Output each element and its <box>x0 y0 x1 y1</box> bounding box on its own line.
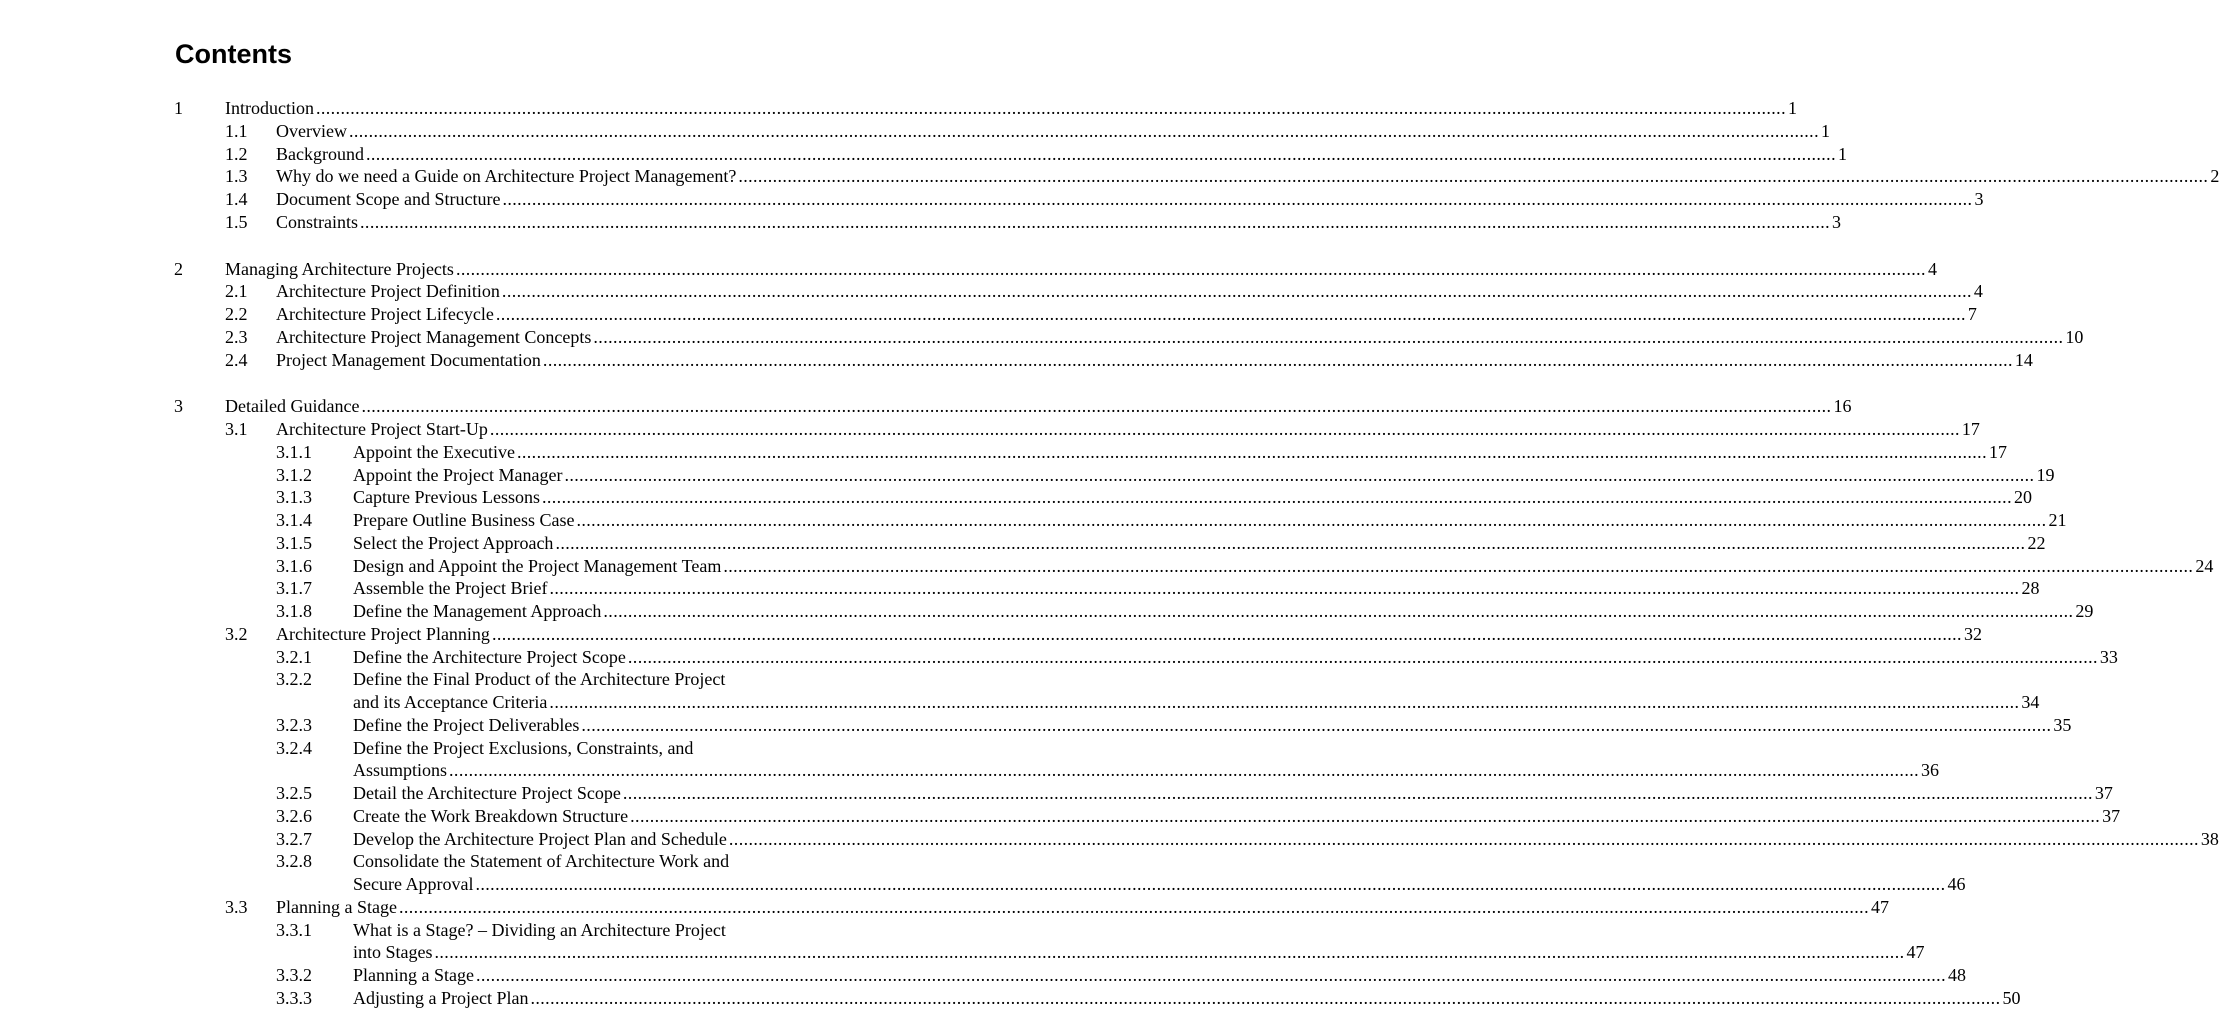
toc-entry[interactable] <box>0 555 2214 578</box>
toc-entry[interactable] <box>0 97 1797 120</box>
section-title: Overview <box>276 120 347 141</box>
entry-line <box>353 941 1925 964</box>
toc-entry[interactable] <box>0 873 1966 896</box>
section-number: 3.2 <box>225 623 248 644</box>
toc-entry[interactable] <box>0 759 1940 782</box>
page-number: 33 <box>2099 646 2118 667</box>
section-title: Background <box>276 143 364 164</box>
section-number: 3.1.5 <box>276 532 312 553</box>
section-number: 3.1 <box>225 419 248 439</box>
page-number: 47 <box>1870 896 1889 917</box>
toc-entry[interactable] <box>0 987 2021 1010</box>
toc-entry[interactable] <box>0 896 1889 919</box>
toc-entry[interactable] <box>0 623 1982 646</box>
entry-line <box>276 303 1977 326</box>
dot-leader: ............................................................................................................................................................................................................................................................................................................ <box>449 760 1920 781</box>
section-number: 3.2.3 <box>276 714 312 735</box>
section-number: 3.2.5 <box>276 783 312 803</box>
section-number: 3.1.2 <box>276 464 312 485</box>
page-number: 20 <box>2013 487 2032 508</box>
section-number: 3.1.8 <box>276 601 312 621</box>
toc-entry[interactable] <box>0 326 2084 349</box>
toc-entry[interactable] <box>0 303 1977 326</box>
entry-line <box>276 188 1984 211</box>
dot-leader: ............................................................................................................................................................................................................................................................................................................ <box>495 304 1966 324</box>
section-title: Define the Architecture Project Scope <box>353 646 626 667</box>
section-number: 1.2 <box>225 143 248 164</box>
entry-line <box>276 120 1830 143</box>
entry-line <box>353 532 2046 555</box>
section-number: 1.3 <box>225 166 248 187</box>
entry-line <box>353 600 2094 623</box>
entry-line <box>353 850 887 873</box>
section-title: Architecture Project Management Concepts <box>276 326 592 347</box>
dot-leader: ............................................................................................................................................................................................................................................................................................................ <box>361 396 1832 417</box>
section-number: 3.2.7 <box>276 828 312 849</box>
section-title: What is a Stage? – Dividing an Architecture Project <box>353 919 726 940</box>
section-number: 3.3.1 <box>276 919 312 940</box>
dot-leader: ............................................................................................................................................................................................................................................................................................................ <box>491 623 1962 644</box>
page-number: 7 <box>1967 304 1977 324</box>
section-title: Project Management Documentation <box>276 349 541 370</box>
section-number: 2.1 <box>225 281 248 302</box>
dot-leader: ............................................................................................................................................................................................................................................................................................................ <box>475 874 1946 894</box>
dot-leader: ............................................................................................................................................................................................................................................................................................................ <box>348 120 1819 141</box>
toc-entry[interactable] <box>0 646 2118 669</box>
section-number: 2 <box>174 258 183 279</box>
section-number: 1.4 <box>225 189 248 209</box>
page-number: 32 <box>1963 623 1982 644</box>
entry-line <box>276 143 1847 166</box>
page-number: 21 <box>2048 510 2067 530</box>
toc-entry[interactable] <box>0 668 1024 691</box>
section-title: Select the Project Approach <box>353 532 554 553</box>
dot-leader: ............................................................................................................................................................................................................................................................................................................ <box>564 464 2035 485</box>
toc-entry[interactable] <box>0 805 2121 828</box>
section-title: Consolidate the Statement of Architecture Work and <box>353 851 730 872</box>
toc-entry[interactable] <box>0 165 2219 188</box>
page-number: 46 <box>1947 874 1966 894</box>
page-number: 1 <box>1787 98 1797 118</box>
section-title: Introduction <box>225 98 314 118</box>
page-number: 3 <box>1832 211 1842 232</box>
section-title: Secure Approval <box>353 874 474 894</box>
section-title: Assumptions <box>353 760 448 781</box>
entry-line <box>353 919 887 942</box>
dot-leader: ............................................................................................................................................................................................................................................................................................................ <box>475 965 1946 985</box>
dot-leader: ............................................................................................................................................................................................................................................................................................................ <box>365 143 1836 164</box>
dot-leader: ............................................................................................................................................................................................................................................................................................................ <box>549 578 2020 599</box>
entry-line <box>276 165 2219 188</box>
section-number: 2.3 <box>225 326 248 347</box>
entry-line <box>276 326 2084 349</box>
section-title: Architecture Project Planning <box>276 623 490 644</box>
page-number: 24 <box>2195 555 2214 576</box>
page-number: 38 <box>2200 828 2219 849</box>
page-number: 4 <box>1927 258 1937 279</box>
section-number: 3.3.2 <box>276 965 312 985</box>
section-number: 3.3.3 <box>276 987 312 1008</box>
toc-entry[interactable] <box>0 441 2007 464</box>
section-title: Design and Appoint the Project Management Team <box>353 555 722 576</box>
page-number: 19 <box>2036 464 2055 485</box>
section-title: Define the Management Approach <box>353 601 602 621</box>
section-title: Detail the Architecture Project Scope <box>353 783 621 803</box>
section-title: Architecture Project Definition <box>276 281 500 302</box>
section-number: 1.1 <box>225 120 248 141</box>
page-number: 47 <box>1906 942 1925 963</box>
section-title: Appoint the Project Manager <box>353 464 563 485</box>
section-title: Capture Previous Lessons <box>353 487 540 508</box>
page-number: 17 <box>1988 441 2007 462</box>
section-title: Define the Project Deliverables <box>353 714 580 735</box>
page-title: Contents <box>175 39 292 69</box>
dot-leader: ............................................................................................................................................................................................................................................................................................................ <box>549 692 2020 712</box>
section-title: Document Scope and Structure <box>276 189 501 209</box>
section-title: Why do we need a Guide on Architecture Project Management? <box>276 166 737 187</box>
page-number: 50 <box>2002 987 2021 1008</box>
entry-line <box>276 623 1982 646</box>
dot-leader: ............................................................................................................................................................................................................................................................................................................ <box>516 441 1987 462</box>
dot-leader: ............................................................................................................................................................................................................................................................................................................ <box>622 783 2093 803</box>
entry-line <box>353 486 2032 509</box>
page-number: 1 <box>1820 120 1830 141</box>
toc-entry[interactable] <box>0 600 2094 623</box>
toc-entry[interactable] <box>0 782 2113 805</box>
dot-leader: ............................................................................................................................................................................................................................................................................................................ <box>398 896 1869 917</box>
entry-line <box>225 97 1797 120</box>
toc-entry[interactable] <box>0 691 2040 714</box>
dot-leader: ............................................................................................................................................................................................................................................................................................................ <box>455 258 1926 279</box>
page-number: 28 <box>2021 578 2040 599</box>
section-number: 2.4 <box>225 349 248 370</box>
page-number: 17 <box>1961 419 1980 439</box>
section-title: into Stages <box>353 942 433 963</box>
entry-line <box>353 646 2118 669</box>
toc-entry[interactable] <box>0 188 1984 211</box>
section-number: 2.2 <box>225 304 248 324</box>
entry-line <box>353 577 2040 600</box>
section-title: Appoint the Executive <box>353 441 515 462</box>
page-number: 35 <box>2053 714 2072 735</box>
dot-leader: ............................................................................................................................................................................................................................................................................................................ <box>627 646 2098 667</box>
page-number: 22 <box>2027 532 2046 553</box>
section-title: Planning a Stage <box>353 965 474 985</box>
page-number: 37 <box>2102 805 2121 826</box>
section-title: Prepare Outline Business Case <box>353 510 575 530</box>
entry-line <box>225 395 1852 418</box>
entry-line <box>276 896 1889 919</box>
section-number: 3.1.4 <box>276 510 312 530</box>
section-number: 3 <box>174 396 183 417</box>
toc-entry[interactable] <box>0 714 2072 737</box>
page-number: 10 <box>2065 326 2084 347</box>
page-number: 14 <box>2014 349 2033 370</box>
toc-entry[interactable] <box>0 120 1830 143</box>
section-title: Managing Architecture Projects <box>225 258 454 279</box>
page-number: 4 <box>1973 281 1983 302</box>
section-title: Planning a Stage <box>276 896 397 917</box>
toc-entry[interactable] <box>0 509 2067 532</box>
dot-leader: ............................................................................................................................................................................................................................................................................................................ <box>360 211 1831 232</box>
entry-line <box>225 258 1937 281</box>
section-title: and its Acceptance Criteria <box>353 692 548 712</box>
entry-line <box>353 509 2067 532</box>
dot-leader: ............................................................................................................................................................................................................................................................................................................ <box>581 714 2052 735</box>
dot-leader: ............................................................................................................................................................................................................................................................................................................ <box>541 487 2012 508</box>
section-number: 3.2.2 <box>276 669 312 690</box>
section-number: 3.2.4 <box>276 737 312 758</box>
dot-leader: ............................................................................................................................................................................................................................................................................................................ <box>593 326 2064 347</box>
section-title: Detailed Guidance <box>225 396 360 417</box>
toc-entry[interactable] <box>0 211 1842 234</box>
entry-line <box>276 211 1842 234</box>
section-title: Define the Final Product of the Architecture Project <box>353 669 726 690</box>
toc-entry[interactable] <box>0 532 2046 555</box>
section-title: Define the Project Exclusions, Constraints, and <box>353 737 694 758</box>
entry-line <box>353 714 2072 737</box>
dot-leader: ............................................................................................................................................................................................................................................................................................................ <box>555 532 2026 553</box>
entry-line <box>276 418 1980 441</box>
entry-line <box>276 280 1983 303</box>
section-title: Assemble the Project Brief <box>353 578 548 599</box>
entry-line <box>353 441 2007 464</box>
toc-entry[interactable] <box>0 941 1925 964</box>
entry-line <box>353 964 1966 987</box>
dot-leader: ............................................................................................................................................................................................................................................................................................................ <box>738 166 2209 187</box>
page-number: 3 <box>1974 189 1984 209</box>
page-number: 29 <box>2075 601 2094 621</box>
toc-entry[interactable] <box>0 737 1024 760</box>
toc-entry[interactable] <box>0 143 1847 166</box>
section-title: Architecture Project Start-Up <box>276 419 488 439</box>
toc-entry[interactable] <box>0 395 1852 418</box>
entry-line <box>353 668 887 691</box>
page-number: 37 <box>2094 783 2113 803</box>
toc-entry[interactable] <box>0 258 1937 281</box>
section-number: 3.1.6 <box>276 555 312 576</box>
page-number: 34 <box>2021 692 2040 712</box>
toc-entry[interactable] <box>0 919 1024 942</box>
dot-leader: ............................................................................................................................................................................................................................................................................................................ <box>501 281 1972 302</box>
section-number: 3.1.1 <box>276 441 312 462</box>
section-number: 3.2.8 <box>276 851 312 872</box>
dot-leader: ............................................................................................................................................................................................................................................................................................................ <box>530 987 2001 1008</box>
toc-entry[interactable] <box>0 418 1980 441</box>
dot-leader: ............................................................................................................................................................................................................................................................................................................ <box>434 942 1905 963</box>
section-title: Constraints <box>276 211 359 232</box>
page-number: 2 <box>2210 166 2219 187</box>
dot-leader: ............................................................................................................................................................................................................................................................................................................ <box>603 601 2074 621</box>
entry-line <box>353 987 2021 1010</box>
toc-entry[interactable] <box>0 464 2055 487</box>
page-number: 36 <box>1921 760 1940 781</box>
section-title: Develop the Architecture Project Plan and Schedule <box>353 828 727 849</box>
section-number: 3.1.3 <box>276 487 312 508</box>
section-number: 1.5 <box>225 211 248 232</box>
toc-entry[interactable] <box>0 577 2040 600</box>
section-title: Architecture Project Lifecycle <box>276 304 494 324</box>
dot-leader: ............................................................................................................................................................................................................................................................................................................ <box>630 805 2101 826</box>
page-number: 16 <box>1833 396 1852 417</box>
section-number: 3.2.6 <box>276 805 312 826</box>
entry-line <box>353 691 2040 714</box>
section-number: 1 <box>174 98 183 118</box>
toc-entry[interactable] <box>0 280 1983 303</box>
toc-entry[interactable] <box>0 486 2032 509</box>
toc-entry[interactable] <box>0 850 1024 873</box>
dot-leader: ............................................................................................................................................................................................................................................................................................................ <box>315 98 1786 118</box>
dot-leader: ............................................................................................................................................................................................................................................................................................................ <box>576 510 2047 530</box>
entry-line <box>353 805 2121 828</box>
toc-entry[interactable] <box>0 349 2033 372</box>
section-number: 3.3 <box>225 896 248 917</box>
section-title: Adjusting a Project Plan <box>353 987 529 1008</box>
dot-leader: ............................................................................................................................................................................................................................................................................................................ <box>502 189 1973 209</box>
section-title: Create the Work Breakdown Structure <box>353 805 629 826</box>
section-number: 3.1.7 <box>276 578 312 599</box>
toc-entry[interactable] <box>0 828 2219 851</box>
entry-line <box>353 555 2214 578</box>
entry-line <box>353 759 1940 782</box>
section-number: 3.2.1 <box>276 646 312 667</box>
entry-line <box>353 828 2219 851</box>
entry-line <box>276 349 2033 372</box>
dot-leader: ............................................................................................................................................................................................................................................................................................................ <box>489 419 1960 439</box>
dot-leader: ............................................................................................................................................................................................................................................................................................................ <box>723 555 2194 576</box>
entry-line <box>353 782 2113 805</box>
page-number: 48 <box>1947 965 1966 985</box>
entry-line <box>353 737 887 760</box>
entry-line <box>353 464 2055 487</box>
toc-entry[interactable] <box>0 964 1966 987</box>
entry-line <box>353 873 1966 896</box>
page-number: 1 <box>1837 143 1847 164</box>
dot-leader: ............................................................................................................................................................................................................................................................................................................ <box>728 828 2199 849</box>
dot-leader: ............................................................................................................................................................................................................................................................................................................ <box>542 349 2013 370</box>
